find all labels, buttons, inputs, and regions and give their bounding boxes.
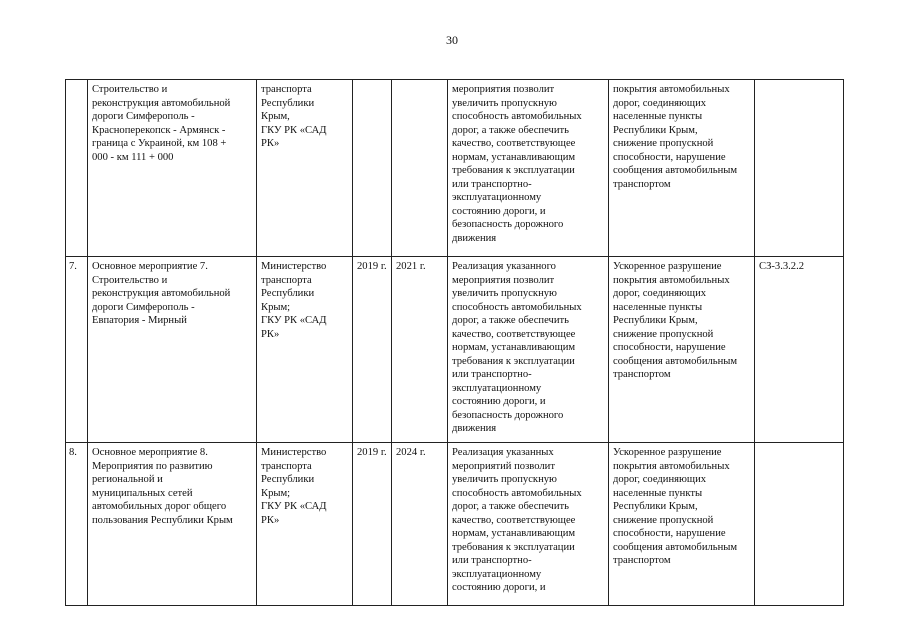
page-number: 30 [446,33,458,47]
executor-cell: транспорта Республики Крым, ГКУ РК «САД РК» [257,80,353,257]
indicator-link-cell [755,443,844,606]
executor-cell: Министерство транспорта Республики Крым; ГКУ РК «САД РК» [257,443,353,606]
row-number-cell [66,80,88,257]
end-year-cell: 2021 г. [392,257,448,443]
row-number-cell: 7. [66,257,88,443]
measure-title-cell: Строительство и реконструкция автомобильной дороги Симферополь - Красноперекопск - Армянск - граница с Украиной, км 108 + 000 - км 111 + 000 [88,80,257,257]
measure-title-cell: Основное мероприятие 8. Мероприятия по развитию региональной и муниципальных сетей автомобильных дорог общего пользования Республики Крым [88,443,257,606]
measures-table [65,79,844,606]
expected-result-cell: мероприятия позволит увеличить пропускную способность автомобильных дорог, а также обеспечить качество, соответствующее нормам, устанавливающим требования к эксплуатации или транспортно- эксплуатационному состоянию дороги, и безопасность дорожного движения [448,80,609,257]
table-row [66,443,844,606]
executor-cell: Министерство транспорта Республики Крым; ГКУ РК «САД РК» [257,257,353,443]
consequence-cell: Ускоренное разрушение покрытия автомобильных дорог, соединяющих населенные пункты Республики Крым, снижение пропускной способности, нарушение сообщения автомобильным транспортом [609,443,755,606]
end-year-cell: 2024 г. [392,443,448,606]
table-row [66,80,844,257]
consequence-cell: Ускоренное разрушение покрытия автомобильных дорог, соединяющих населенные пункты Республики Крым, снижение пропускной способности, нарушение сообщения автомобильным транспортом [609,257,755,443]
row-number-cell: 8. [66,443,88,606]
expected-result-cell: Реализация указанного мероприятия позволит увеличить пропускную способность автомобильных дорог, а также обеспечить качество, соответствующее нормам, устанавливающим требования к эксплуатации или транспортно- эксплуатационному состоянию дороги, и безопасность дорожного движения [448,257,609,443]
table-row [66,257,844,443]
start-year-cell: 2019 г. [353,257,392,443]
start-year-cell: 2019 г. [353,443,392,606]
indicator-link-cell [755,80,844,257]
measure-title-cell: Основное мероприятие 7. Строительство и реконструкция автомобильной дороги Симферополь - Евпатория - Мирный [88,257,257,443]
consequence-cell: покрытия автомобильных дорог, соединяющих населенные пункты Республики Крым, снижение пропускной способности, нарушение сообщения автомобильным транспортом [609,80,755,257]
indicator-link-cell: СЗ-3.3.2.2 [755,257,844,443]
start-year-cell [353,80,392,257]
end-year-cell [392,80,448,257]
expected-result-cell: Реализация указанных мероприятий позволит увеличить пропускную способность автомобильных дорог, а также обеспечить качество, соответствующее нормам, устанавливающим требования к эксплуатации или транспортно- эксплуатационному состоянию дороги, и [448,443,609,606]
